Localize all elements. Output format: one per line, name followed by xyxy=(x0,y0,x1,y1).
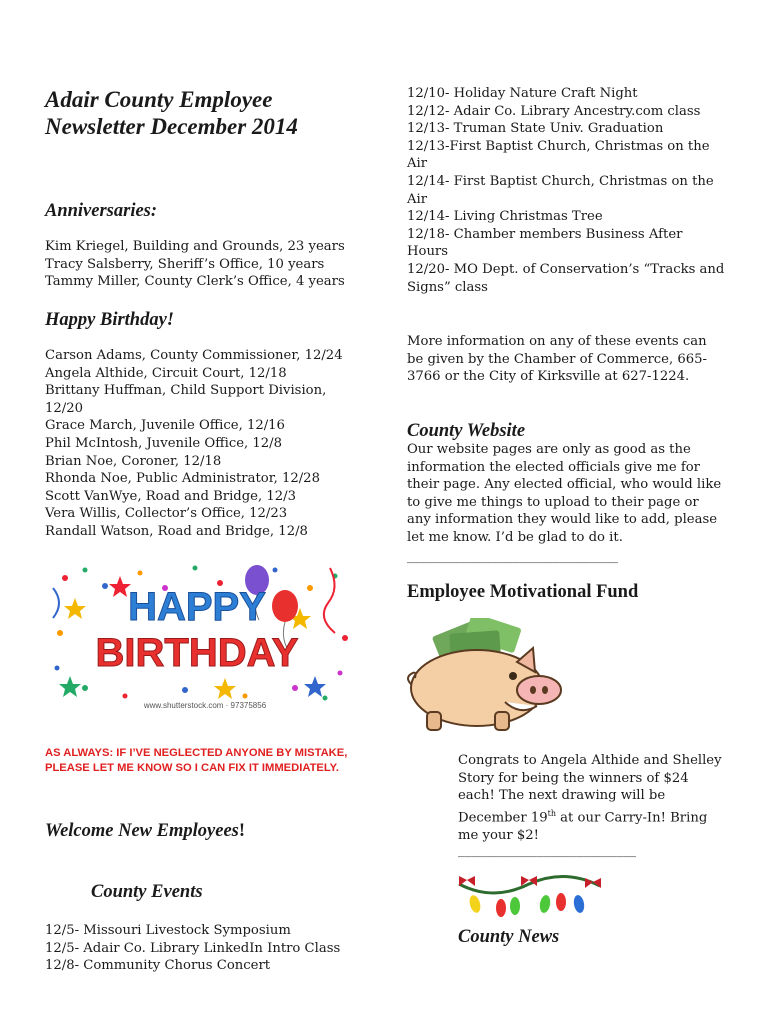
motivational-fund-text-main: Congrats to Angela Althide and Shelley Story for being the winners of $24 each! The next drawing will be December 19 xyxy=(458,753,722,826)
list-item: 12/13-First Baptist Church, Christmas on the Air xyxy=(407,138,710,172)
list-item: Carson Adams, County Commissioner, 12/24 xyxy=(45,348,343,363)
neglect-notice: AS ALWAYS: IF I’VE NEGLECTED ANYONE BY MISTAKE, PLEASE LET ME KNOW SO I CAN FIX IT IMMEDIATELY. xyxy=(45,747,348,774)
welcome-heading-text: Welcome New Employees xyxy=(45,821,239,841)
county-events-list-left xyxy=(45,922,340,975)
banner-happy-text: HAPPY xyxy=(128,585,266,629)
banner-credit: www.shutterstock.com · 97375856 xyxy=(143,701,267,710)
county-news-heading: County News xyxy=(458,927,560,947)
list-item: Angela Althide, Circuit Court, 12/18 xyxy=(45,365,287,381)
list-item: Tracy Salsberry, Sheriff’s Office, 10 years xyxy=(45,256,325,272)
piggy-bank-image xyxy=(405,618,570,736)
list-item: Scott VanWye, Road and Bridge, 12/3 xyxy=(45,488,296,504)
list-item: Vera Willis, Collector’s Office, 12/23 xyxy=(45,506,288,522)
banner-birthday-text: BIRTHDAY xyxy=(95,631,299,675)
list-item: 12/14- Living Christmas Tree xyxy=(407,209,603,225)
list-item: Brittany Huffman, Child Support Division, 12/20 xyxy=(45,383,327,416)
welcome-heading xyxy=(45,821,245,842)
list-item: 12/5- Adair Co. Library LinkedIn Intro Class xyxy=(45,940,341,956)
ordinal-suffix: th xyxy=(547,808,556,818)
motivational-fund-text xyxy=(458,752,728,844)
section-divider: ___________________________ xyxy=(458,843,637,858)
list-item: Rhonda Noe, Public Administrator, 12/28 xyxy=(45,471,320,487)
county-events-list-right xyxy=(407,85,725,296)
list-item: 12/18- Chamber members Business After Hours xyxy=(407,226,683,260)
anniversaries-list xyxy=(45,238,345,291)
list-item: Randall Watson, Road and Bridge, 12/8 xyxy=(45,523,308,539)
newsletter-title: Adair County Employee Newsletter December 2014 xyxy=(45,87,298,139)
list-item: 12/13- Truman State Univ. Graduation xyxy=(407,121,664,137)
county-website-text: Our website pages are only as good as the information the elected officials give me for their page. Any elected official, who would like to give me things to upload to their page or any information they would like to add, please let me know. I’d be glad to do it. xyxy=(407,442,722,545)
motivational-fund-heading: Employee Motivational Fund xyxy=(407,582,639,602)
list-item: Brian Noe, Coroner, 12/18 xyxy=(45,453,222,469)
list-item: Grace March, Juvenile Office, 12/16 xyxy=(45,418,285,434)
motivational-fund-text-end: at our Carry-In! Bring me your $2! xyxy=(458,810,708,843)
list-item: 12/5- Missouri Livestock Symposium xyxy=(45,923,291,938)
list-item: Phil McIntosh, Juvenile Office, 12/8 xyxy=(45,435,283,451)
anniversaries-heading: Anniversaries: xyxy=(45,201,158,221)
list-item: Kim Kriegel, Building and Grounds, 23 years xyxy=(45,239,345,254)
section-divider: ________________________________ xyxy=(407,549,618,564)
list-item: 12/10- Holiday Nature Craft Night xyxy=(407,86,638,101)
list-item: Tammy Miller, County Clerk’s Office, 4 years xyxy=(45,274,345,290)
christmas-lights-image xyxy=(457,874,602,924)
birthday-heading: Happy Birthday! xyxy=(45,310,174,330)
list-item: 12/20- MO Dept. of Conservation’s “Tracks and Signs” class xyxy=(407,261,725,295)
events-more-info: More information on any of these events can be given by the Chamber of Commerce, 665-3766 or the City of Kirksville at 627-1224. xyxy=(407,334,707,385)
birthday-list xyxy=(45,347,360,541)
county-website-heading: County Website xyxy=(407,421,526,441)
list-item: 12/8- Community Chorus Concert xyxy=(45,958,271,974)
light-bulb-icon xyxy=(468,893,586,917)
happy-birthday-banner xyxy=(45,558,355,713)
county-events-heading: County Events xyxy=(91,882,203,902)
list-item: 12/14- First Baptist Church, Christmas on the Air xyxy=(407,173,714,207)
list-item: 12/12- Adair Co. Library Ancestry.com class xyxy=(407,103,701,119)
welcome-heading-punct: ! xyxy=(238,821,246,841)
